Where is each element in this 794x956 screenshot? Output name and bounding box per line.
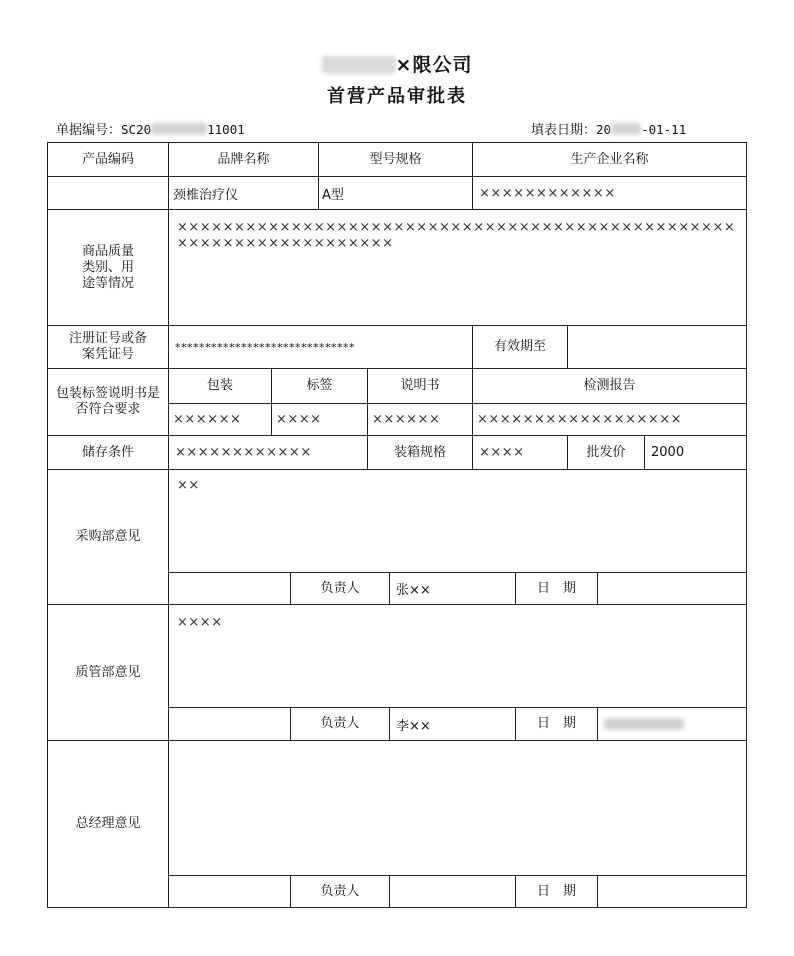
packaging-value-manual: ×××××× — [367, 403, 473, 436]
redacted-date — [604, 718, 684, 730]
packaging-header-test-report: 检测报告 — [472, 368, 747, 404]
header-brand-name: 品牌名称 — [168, 142, 319, 177]
box-spec-label: 装箱规格 — [367, 435, 473, 470]
packaging-header-label: 标签 — [271, 368, 368, 404]
quality-dept-sign-blank — [168, 707, 291, 741]
doc-no-prefix: SC20 — [121, 122, 152, 137]
wholesale-price-label: 批发价 — [567, 435, 645, 470]
gm-person — [389, 875, 516, 908]
header-model-spec: 型号规格 — [318, 142, 473, 177]
redacted-year — [611, 123, 641, 135]
procurement-person: 张×× — [389, 572, 516, 605]
doc-no-label: 单据编号： — [56, 123, 122, 138]
gm-date-label: 日 期 — [515, 875, 598, 908]
procurement-opinion-text: ×× — [168, 469, 747, 573]
header-product-code: 产品编码 — [47, 142, 169, 177]
storage-label: 储存条件 — [47, 435, 169, 470]
procurement-person-label: 负责人 — [290, 572, 390, 605]
gm-opinion-text — [168, 740, 747, 876]
redacted-company-prefix — [322, 56, 396, 74]
gm-date — [597, 875, 747, 908]
packaging-label: 包装标签说明书是否符合要求 — [47, 368, 169, 436]
doc-no-suffix: 11001 — [207, 122, 245, 137]
procurement-date — [597, 572, 747, 605]
company-name-suffix: ×限公司 — [395, 54, 473, 76]
quality-value: ×××××××××××××××××××××××××××××××××××××××××××××××××××××××××××××××××××× — [168, 209, 747, 326]
manufacturer-value: ×××××××××××× — [472, 176, 747, 210]
packaging-value-test-report: ×××××××××××××××××× — [472, 403, 747, 436]
quality-dept-person-label: 负责人 — [290, 707, 390, 741]
gm-sign-blank — [168, 875, 291, 908]
procurement-date-label: 日 期 — [515, 572, 598, 605]
fill-date-prefix: 20 — [596, 122, 612, 137]
packaging-value-label: ×××× — [271, 403, 368, 436]
document-number — [56, 119, 245, 138]
valid-until-label: 有效期至 — [472, 325, 568, 369]
fill-date-label: 填表日期： — [531, 123, 597, 138]
quality-dept-date — [597, 707, 747, 741]
packaging-header-package: 包装 — [168, 368, 272, 404]
registration-label: 注册证号或备案凭证号 — [47, 325, 169, 369]
gm-opinion-label: 总经理意见 — [47, 740, 169, 908]
quality-dept-person: 李×× — [389, 707, 516, 741]
brand-name-value: 颈椎治疗仪 — [168, 176, 319, 210]
registration-number: ****************************** — [168, 325, 473, 369]
quality-dept-opinion-text: ×××× — [168, 604, 747, 708]
gm-person-label: 负责人 — [290, 875, 390, 908]
form-title: 首营产品审批表 — [327, 86, 467, 107]
header-manufacturer: 生产企业名称 — [472, 142, 747, 177]
valid-until-value — [567, 325, 747, 369]
wholesale-price-value: 2000 — [644, 435, 747, 470]
procurement-sign-blank — [168, 572, 291, 605]
procurement-opinion-label: 采购部意见 — [47, 469, 169, 605]
storage-value: ×××××××××××× — [168, 435, 368, 470]
packaging-header-manual: 说明书 — [367, 368, 473, 404]
redacted-doc-no — [151, 123, 207, 135]
fill-date-suffix: -01-11 — [641, 122, 687, 137]
quality-dept-date-label: 日 期 — [515, 707, 598, 741]
packaging-value-package: ×××××× — [168, 403, 272, 436]
product-code-value — [47, 176, 169, 210]
company-name — [0, 50, 794, 77]
fill-date — [531, 119, 686, 138]
model-spec-value: A型 — [318, 176, 473, 210]
quality-dept-opinion-label: 质管部意见 — [47, 604, 169, 741]
box-spec-value: ×××× — [472, 435, 568, 470]
quality-label: 商品质量类别、用途等情况 — [47, 209, 169, 326]
